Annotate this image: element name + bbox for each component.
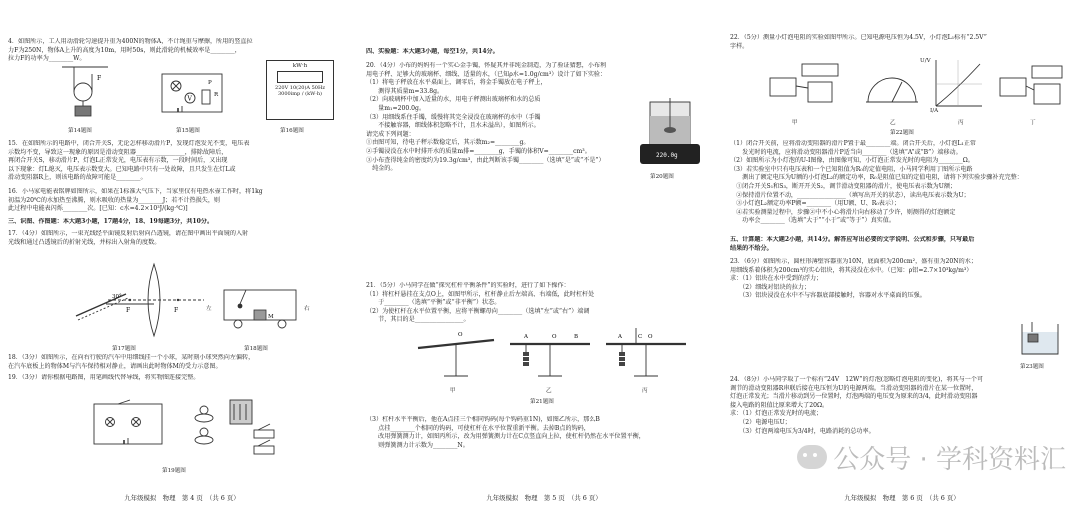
graph-axis-u: U/V (920, 58, 931, 64)
figure-20-caption: 第20题图 (650, 174, 674, 180)
page-4 (8, 0, 356, 506)
section-3-heading: 三、识图、作图题：本大题3小题，17题4分，18、19每题3分，共10分。 (8, 218, 214, 225)
svg-text:R: R (214, 92, 219, 98)
question-16: 16．小马家电能表铭牌如图所示，如果在1标准大气压下，当家里仅有电热水壶工作时，将1kg 初温为20℃的水加热至沸腾，则水吸收的热量为________J；若不计热损失，则 此过程中电能表闪烁________次。[已知：c水=4.2×10³J/(kg·℃)] (8, 188, 263, 213)
figure-18-caption: 第18题图 (244, 346, 268, 352)
question-22: 22．（5分）测量小灯泡电阻的实验如图甲所示。已知电源电压恒为4.5V，小灯泡L₁标有“2.5V” 字样。 (730, 34, 987, 50)
label-a-1: A (524, 334, 528, 340)
meter-spec-2: 3000imp / (kW·h) (277, 91, 322, 97)
electricity-meter (266, 60, 334, 120)
label-o-2: O (552, 334, 557, 340)
svg-text:P: P (208, 80, 212, 86)
figure-22b (866, 78, 918, 102)
figure-16-caption: 第16题图 (280, 128, 304, 134)
figure-15-caption: 第15题图 (176, 128, 200, 134)
label-c: C (638, 334, 643, 340)
graph-axis-i: I/A (930, 108, 939, 114)
figure-19-caption: 第19题图 (162, 468, 186, 474)
label-b: B (574, 334, 579, 340)
section-4-heading: 四、实验题：本大题3小题，每空1分，共14分。 (366, 48, 499, 55)
figure-22a-label: 甲 (792, 120, 798, 126)
label-o-1: O (458, 332, 463, 338)
figure-17-caption: 第17题图 (112, 346, 136, 352)
lever-a (418, 340, 494, 376)
question-17: 17．（4分）如图所示，一束光线经平面镜反射后射向凸透镜，请在图中画出平面镜的入射 光线和通过凸透镜后的折射光线，并标出入射角的度数。 (8, 230, 249, 246)
car-figure (220, 288, 300, 330)
page-4-footer: 九年级模拟 物理 第 4 页 （共 6 页） (124, 494, 240, 502)
label-a-2: A (618, 334, 622, 340)
scale-reading: 220.0g (656, 152, 678, 159)
figure-23-caption: 第23题图 (1020, 364, 1044, 370)
container-figure (1018, 322, 1062, 358)
wechat-icon (797, 445, 827, 469)
figure-22c-label: 丙 (958, 120, 964, 126)
page-6-footer: 九年级模拟 物理 第 6 页 （共 6 页） (844, 494, 960, 502)
lever-figures (410, 326, 690, 384)
question-14: 4．如图所示，工人用动滑轮匀速提升重为400N的物体A，不计绳重与摩擦，所用的竖直拉 力F为250N，物体A上升的高度为10m，用时50s，则此滑轮的机械效率是________， 拉力F的功率为________W。 (8, 38, 253, 63)
svg-text:M: M (268, 314, 274, 320)
figure-22b-label: 乙 (890, 120, 896, 126)
page-6 (730, 0, 1074, 506)
figure-22c-graph (936, 60, 982, 106)
figure-21-caption: 第21题图 (530, 399, 554, 405)
figure-21a-label: 甲 (450, 388, 456, 394)
question-19: 19．（3分）请你根据电路图，用笔画线代替导线，将实物图连接完整。 (8, 374, 200, 381)
question-22-parts: （1）闭合开关前，应将滑动变阻器的滑片P置于最________端。闭合开关后，小灯泡L₁正常 发光时的电流，应将滑动变阻器滑片P适当向________（选填“A”或“B”）端移动。 （2）如图所示为小灯泡的U-I图像，由图像可知，小灯泡正常发光时的电阻为________Ω。 （3）若实验室中只有电压表和一个已知阻值为R₀的定值电阻，小马同学利用丁图所示电路 测出了额定电压为U额的小灯泡L₂的额定功率，R₀是阻值已知的定值电阻，请将下列实验步骤补充完整： ①闭合开关S₁和S₃，断开开关S₂，调节滑动变阻器的滑片，使电压表示数为U额； ②保持滑片位置不动，________________（填写出开关的状态），读出电压表示数为U； ③小灯泡L₂额定功率P额=________（用U额、U、R₀表示）； ④若实验测量过程中，步骤②中不小心将滑片向右移动了少许，则测得的灯泡额定 功率会________（选填“大于”“小于”或“等于”）真实值。 (730, 140, 1023, 225)
lever-b (510, 344, 590, 376)
question-15: 15．在如图所示的电路中，闭合开关S，无论怎样移动滑片P，发现灯泡发光不变，电压表 示数均不变，导致这一现象的原因是滑动变阻器________________，排除故障后， 再闭合开关S，移动滑片P，灯泡L正常发光，电压表有示数，一段时间后，又出现 以下现象：灯L熄灭，电压表示数变大。已知电路中只有一处故障，且只发生在灯L或 滑动变阻器R上，则该电路的故障可能是________。 (8, 140, 250, 182)
figure-21c-label: 丙 (642, 388, 648, 394)
svg-text:F: F (97, 75, 102, 82)
figure-21b-label: 乙 (546, 388, 552, 394)
circuit-figure-15 (158, 70, 228, 116)
watermark (797, 442, 1066, 475)
label-o-3: O (648, 334, 653, 340)
figure-22d (1000, 66, 1062, 104)
figure-14-caption: 第14题图 (68, 128, 92, 134)
circuit-diagram-19 (88, 398, 168, 450)
pulley-figure (60, 66, 110, 118)
question-18: 18．（3分）如图所示，在向右行驶的汽车中用细线挂一个小球，某时刻小球突然向左偏转， 在汽车底板上的物体M与汽车保持相对静止，请画出此时物体M的受力示意图。 (8, 354, 255, 370)
meter-digits (277, 71, 323, 83)
real-objects-19 (192, 396, 284, 458)
question-20: 20．（4分）小布的妈妈有一个实心金手镯，怀疑其并非纯金制造，为了验证猜想，小布利 用电子秤、足够大的玻璃杯、细线、适量的水，（已知ρ水=1.0g/cm³）设计了如下实验： （1）将电子秤放在水平桌面上，调零后，将金手镯放在电子秤上， 测得其质量m=33.8g。 （2）向玻璃杯中加入适量的水，用电子秤测出玻璃杯和水的总质 量m₁=200.0g。 （3）用细线系住手镯，缓慢将其完全浸没在玻璃杯的水中（手镯 不接触容器，细线体积忽略不计，且水未溢出），如图所示。 请完成下列问题： ①由图可知，待电子秤示数稳定后，其示数m₂=________g。 ②手镯浸没在水中时排开水的质量m排=________g，手镯的体积V=________cm³。 ③小布查得纯金的密度约为19.3g/cm³，由此判断该手镯________（选填“是”或“不是”） 纯金的。 (366, 62, 607, 173)
incident-angle-label: 30° (112, 294, 122, 300)
svg-text:F: F (174, 307, 179, 314)
figure-22-caption: 第22题图 (890, 130, 914, 136)
question-23: 23．（6分）如图所示，圆柱形薄壁容器重为10N，底面积为200cm²，盛有重为20N的水； 用细线系着体积为200cm³的实心铝块，将其浸没在水中。（已知：ρ铝=2.7×10³kg/m³） 求：（1）铝块在水中受到的浮力； （2）细线对铝块的拉力； （3）铝块浸没在水中不与容器底部接触时，容器对水平桌面的压强。 (730, 258, 977, 300)
mirror-lens-figure (68, 258, 208, 338)
page-5-footer: 九年级模拟 物理 第 5 页 （共 6 页） (486, 494, 602, 502)
section-5-heading: 五、计算题：本大题2小题，共14分。解答应写出必要的文字说明、公式和步骤，只写最后 结果的不给分。 (730, 236, 975, 252)
svg-text:F: F (126, 307, 131, 314)
figure-22a (770, 64, 838, 102)
lamp-experiment-figure (768, 58, 1068, 120)
watermark-text: 公众号 · 学科资料汇 (833, 444, 1066, 475)
meter-spec-1: 220V 10(20)A 50Hz (275, 85, 325, 91)
figure-22d-label: 丁 (1030, 120, 1036, 126)
meter-unit: kW·h (292, 63, 308, 69)
direction-right: 右 (304, 306, 310, 312)
question-24: 24．（8分）小马同学取了一个标有“24V 12W”的灯泡(忽略灯泡电阻的变化)，将其与一个可 调节的滑动变阻器R串联后接在电压恒为U的电源两端。当滑动变阻器的滑片在某一位置时， 灯泡正常发光；当滑片移动到另一位置时，灯泡两端的电压变为原来的3/4，此时滑动变阻器 接入电路的阻值比原来增大了20Ω。 求：（1）灯泡正常发光时的电流； （2）电源电压U； （3）灯泡两端电压为3/4时，电路消耗的总功率。 (730, 376, 984, 435)
question-21: 21．（5分）小马同学在做“探究杠杆平衡条件”的实验时，进行了如下操作： （1）将杠杆悬挂在支点O上，如图甲所示，杠杆静止后左端高、右端低，此时杠杆处 于________（选填“平衡”或“非平衡”）状态。 （2）为使杠杆在水平位置平衡，应将平衡螺母向________（选填“左”或“右”）端调 节，其目的是________________。 (366, 282, 595, 324)
direction-left: 左 (206, 306, 212, 312)
question-21-part-3: （3）杠杆水平平衡后，他在A点挂三个相同钩码(每个钩码重1N)，如图乙所示，那么B 点挂________个相同的钩码，可使杠杆在水平位置重新平衡。去掉B点的钩码， 改用弹簧测力计，如图丙所示，改为用弹簧测力计在C点竖直向上拉，使杠杆仍然在水平位置平衡， 则弹簧测力计示数为________N。 (366, 416, 645, 449)
page-5 (366, 0, 722, 506)
svg-text:V: V (187, 95, 192, 103)
